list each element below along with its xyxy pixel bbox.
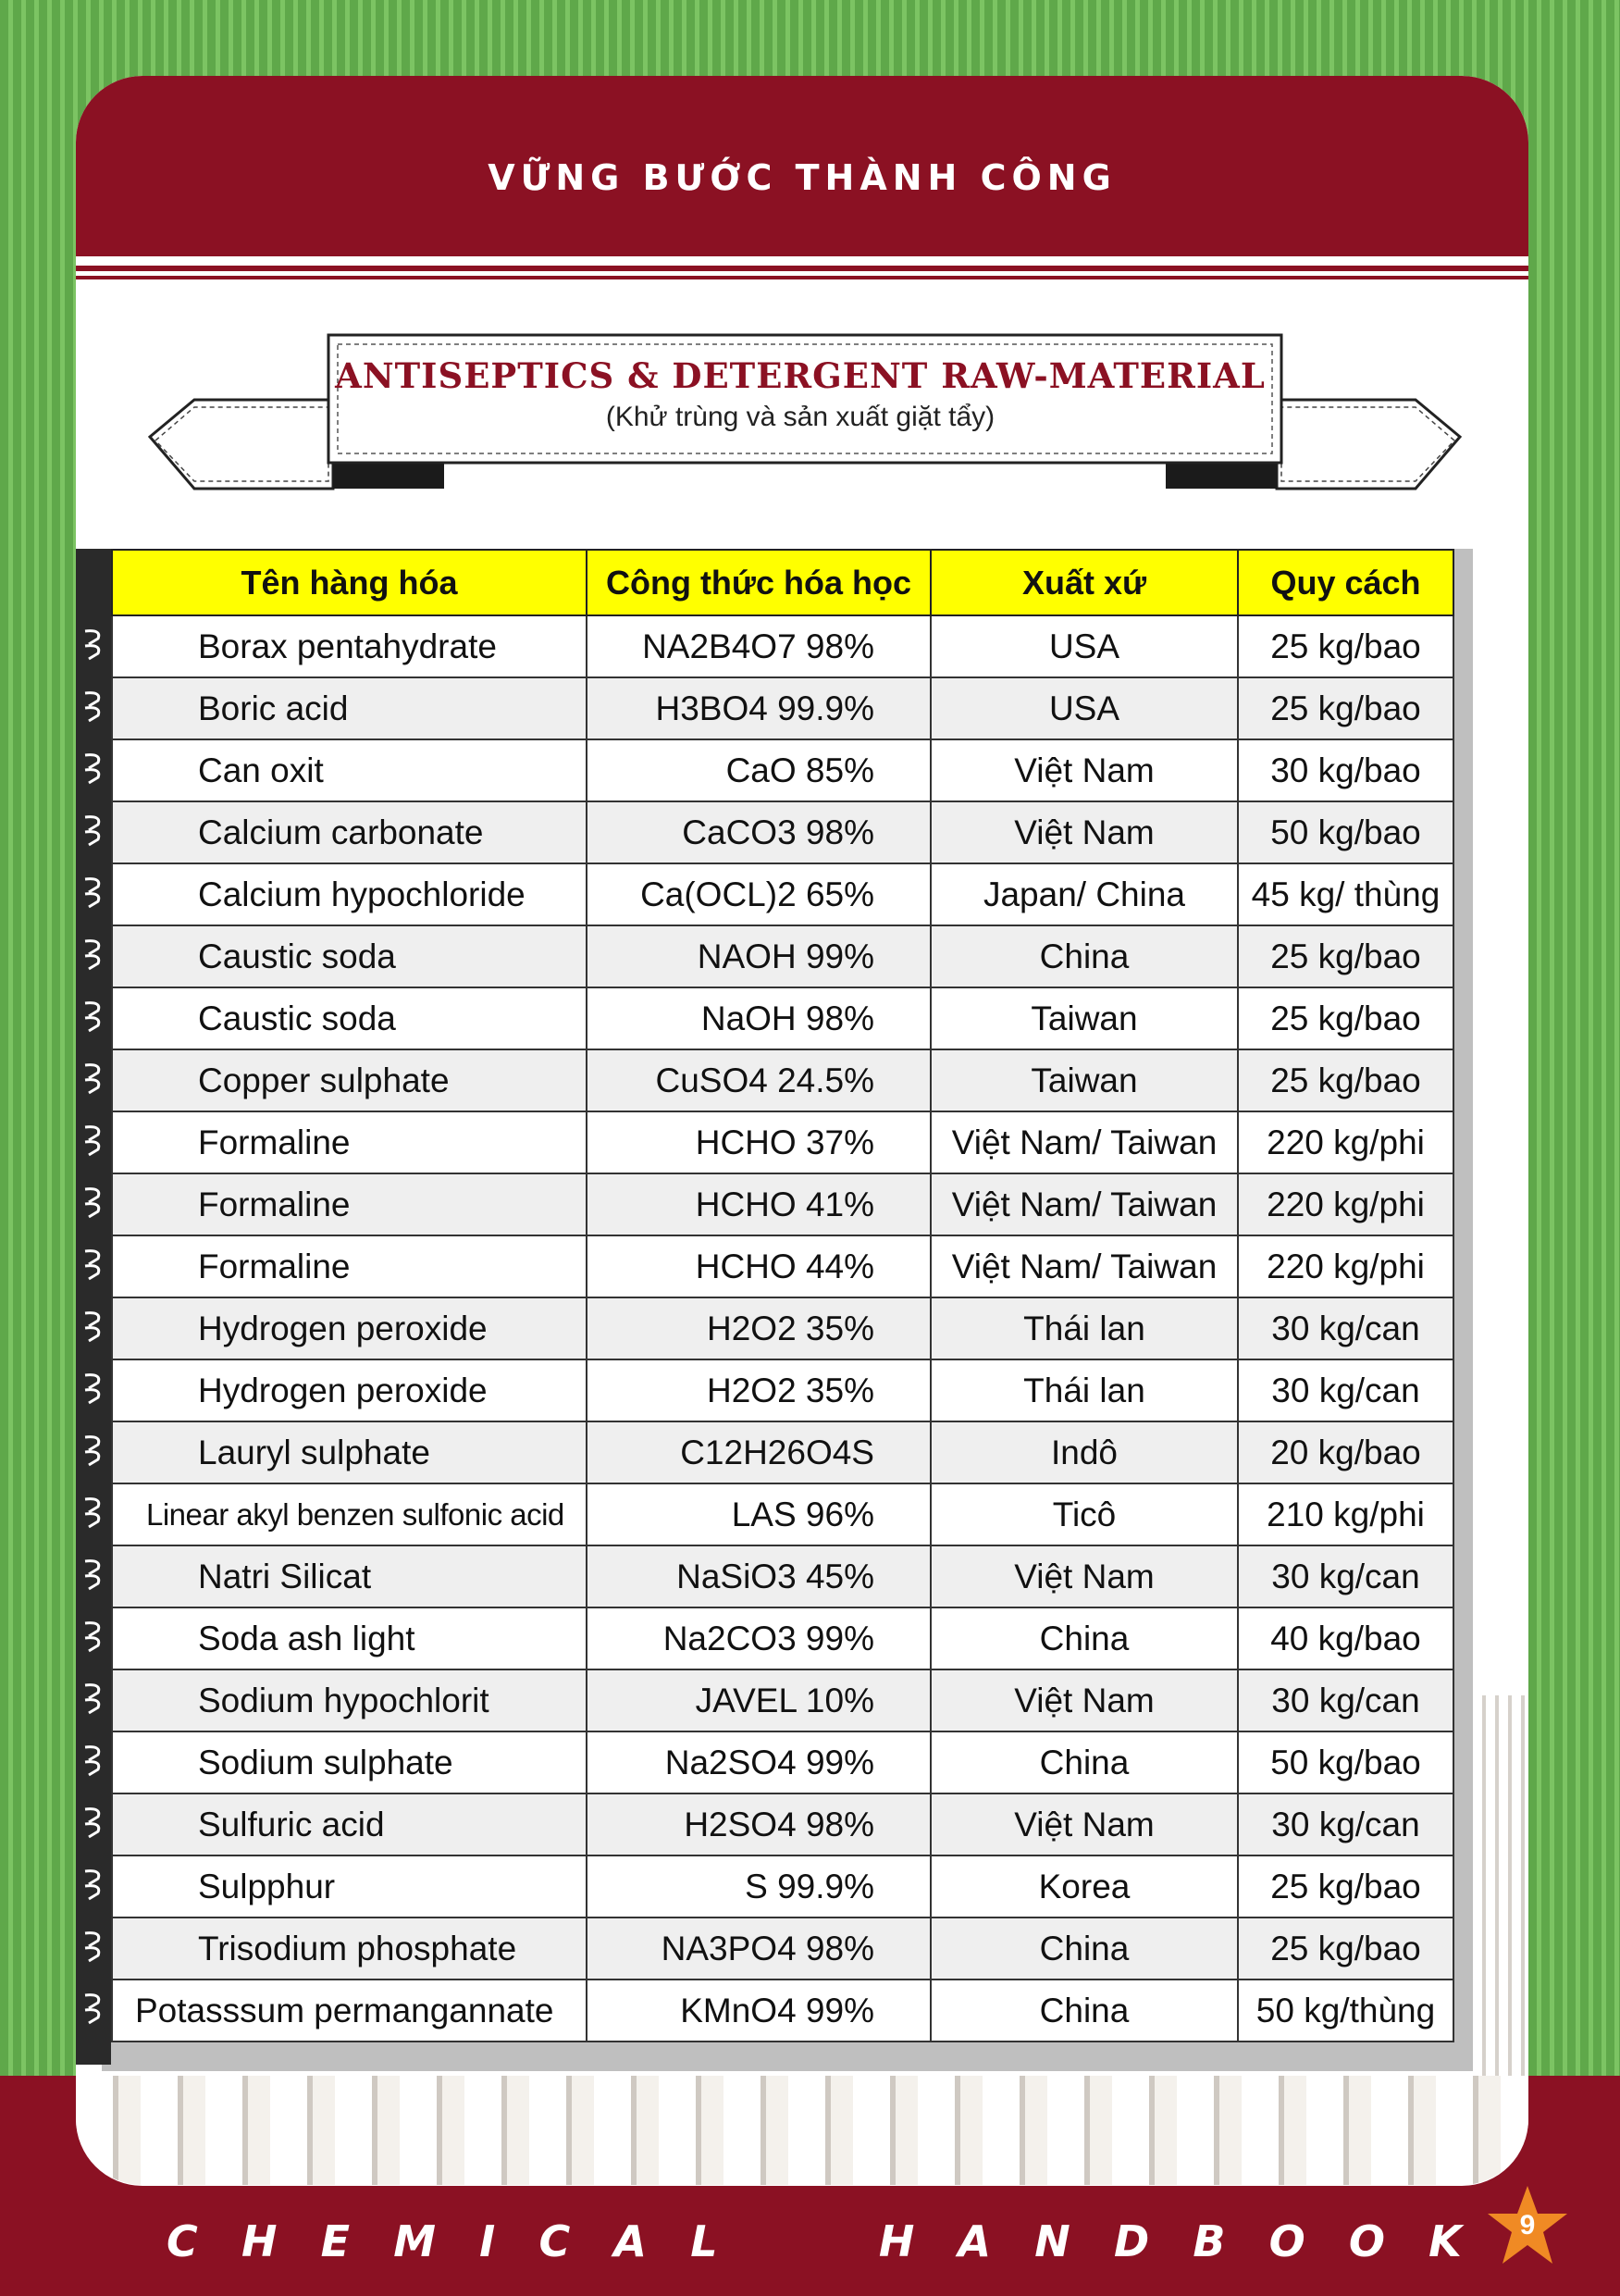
origin-cell: Indô xyxy=(931,1421,1238,1483)
binder-ring-icon xyxy=(81,1184,105,1221)
origin-cell: USA xyxy=(931,677,1238,739)
origin-cell: China xyxy=(931,1980,1238,2042)
spec-cell: 25 kg/bao xyxy=(1238,1855,1453,1917)
binder-ring-icon xyxy=(81,1804,105,1841)
origin-cell: Japan/ China xyxy=(931,863,1238,925)
spec-cell: 50 kg/bao xyxy=(1238,801,1453,863)
binder-ring-icon xyxy=(81,626,105,663)
table-row xyxy=(112,1421,1453,1483)
table-row xyxy=(112,739,1453,801)
footer-handbook-title xyxy=(167,2216,1462,2266)
origin-cell: Việt Nam/ Taiwan xyxy=(931,1111,1238,1173)
product-table-container xyxy=(76,549,1454,2066)
column-header-spec: Quy cách xyxy=(1238,550,1453,615)
formula-cell: NA3PO4 98% xyxy=(587,1917,931,1980)
table-row xyxy=(112,1607,1453,1669)
formula-cell: CaO 85% xyxy=(587,739,931,801)
formula-cell: H3BO4 99.9% xyxy=(587,677,931,739)
origin-cell: Thái lan xyxy=(931,1359,1238,1421)
table-row xyxy=(112,1980,1453,2042)
footer-letter: C xyxy=(167,2216,198,2266)
name-cell: Calcium hypochloride xyxy=(112,863,587,925)
spec-cell: 220 kg/phi xyxy=(1238,1235,1453,1297)
binder-ring-icon xyxy=(81,1060,105,1097)
bottom-decoration xyxy=(76,2076,1528,2185)
formula-cell: HCHO 37% xyxy=(587,1111,931,1173)
footer-letter: C xyxy=(538,2216,571,2266)
spec-cell: 40 kg/bao xyxy=(1238,1607,1453,1669)
name-cell: Sodium hypochlorit xyxy=(112,1669,587,1731)
spec-cell: 25 kg/bao xyxy=(1238,925,1453,987)
name-cell: Lauryl sulphate xyxy=(112,1421,587,1483)
spec-cell: 25 kg/bao xyxy=(1238,987,1453,1049)
origin-cell: Việt Nam xyxy=(931,1545,1238,1607)
spec-cell: 50 kg/thùng xyxy=(1238,1980,1453,2042)
spec-cell: 220 kg/phi xyxy=(1238,1173,1453,1235)
formula-cell: H2O2 35% xyxy=(587,1297,931,1359)
table-row xyxy=(112,1855,1453,1917)
binder-ring-icon xyxy=(81,1370,105,1407)
formula-cell: CaCO3 98% xyxy=(587,801,931,863)
name-cell: Sodium sulphate xyxy=(112,1731,587,1793)
spec-cell: 30 kg/can xyxy=(1238,1545,1453,1607)
name-cell: Copper sulphate xyxy=(112,1049,587,1111)
spec-cell: 210 kg/phi xyxy=(1238,1483,1453,1545)
formula-cell: JAVEL 10% xyxy=(587,1669,931,1731)
spec-cell: 220 kg/phi xyxy=(1238,1111,1453,1173)
formula-cell: C12H26O4S xyxy=(587,1421,931,1483)
footer-letter: H xyxy=(241,2216,278,2266)
header-slogan: VỮNG BƯỚC THÀNH CÔNG xyxy=(488,157,1117,198)
formula-cell: NaOH 98% xyxy=(587,987,931,1049)
origin-cell: Việt Nam/ Taiwan xyxy=(931,1173,1238,1235)
table-row xyxy=(112,1545,1453,1607)
formula-cell: LAS 96% xyxy=(587,1483,931,1545)
origin-cell: Việt Nam xyxy=(931,801,1238,863)
binder-ring-icon xyxy=(81,1494,105,1531)
origin-cell: China xyxy=(931,925,1238,987)
name-cell: Borax pentahydrate xyxy=(112,615,587,677)
spec-cell: 25 kg/bao xyxy=(1238,677,1453,739)
origin-cell: China xyxy=(931,1731,1238,1793)
binder-ring-icon xyxy=(81,1680,105,1717)
spec-cell: 30 kg/bao xyxy=(1238,739,1453,801)
table-row xyxy=(112,1359,1453,1421)
column-header-formula: Công thức hóa học xyxy=(587,550,931,615)
formula-cell: NAOH 99% xyxy=(587,925,931,987)
spec-cell: 45 kg/ thùng xyxy=(1238,863,1453,925)
table-row xyxy=(112,1669,1453,1731)
name-cell: Boric acid xyxy=(112,677,587,739)
header-band xyxy=(76,76,1528,256)
binder-ring-icon xyxy=(81,1618,105,1655)
formula-cell: S 99.9% xyxy=(587,1855,931,1917)
table-row xyxy=(112,1917,1453,1980)
binder-ring-icon xyxy=(81,874,105,911)
formula-cell: Na2SO4 99% xyxy=(587,1731,931,1793)
footer-letter: L xyxy=(690,2216,718,2266)
footer-letter: D xyxy=(1113,2216,1150,2266)
table-row xyxy=(112,987,1453,1049)
origin-cell: Việt Nam/ Taiwan xyxy=(931,1235,1238,1297)
binder-ring-icon xyxy=(81,750,105,787)
footer-letter: B xyxy=(1193,2216,1226,2266)
table-row xyxy=(112,863,1453,925)
footer-letter: N xyxy=(1034,2216,1070,2266)
binder-ring-icon xyxy=(81,688,105,725)
origin-cell: China xyxy=(931,1917,1238,1980)
spec-cell: 20 kg/bao xyxy=(1238,1421,1453,1483)
formula-cell: Na2CO3 99% xyxy=(587,1607,931,1669)
name-cell: Caustic soda xyxy=(112,987,587,1049)
header-divider xyxy=(76,276,1528,279)
origin-cell: Korea xyxy=(931,1855,1238,1917)
origin-cell: Ticô xyxy=(931,1483,1238,1545)
table-row xyxy=(112,615,1453,677)
name-cell: Natri Silicat xyxy=(112,1545,587,1607)
origin-cell: Việt Nam xyxy=(931,1793,1238,1855)
spec-cell: 50 kg/bao xyxy=(1238,1731,1453,1793)
binder-ring-icon xyxy=(81,1246,105,1283)
footer-letter: I xyxy=(479,2216,496,2266)
formula-cell: H2SO4 98% xyxy=(587,1793,931,1855)
spec-cell: 30 kg/can xyxy=(1238,1297,1453,1359)
binder-ring-icon xyxy=(81,1308,105,1345)
footer-letter: E xyxy=(320,2216,351,2266)
footer-letter: H xyxy=(878,2216,915,2266)
name-cell: Can oxit xyxy=(112,739,587,801)
binder-ring-icon xyxy=(81,1990,105,2027)
binder-ring-icon xyxy=(81,1866,105,1903)
spec-cell: 30 kg/can xyxy=(1238,1793,1453,1855)
name-cell: Sulpphur xyxy=(112,1855,587,1917)
table-row xyxy=(112,801,1453,863)
binder-ring-icon xyxy=(81,936,105,973)
footer-letter: O xyxy=(1268,2216,1305,2266)
binder-ring-icon xyxy=(81,1928,105,1965)
page-number: 9 xyxy=(1519,2210,1536,2240)
spec-cell: 30 kg/can xyxy=(1238,1669,1453,1731)
name-cell: Linear akyl benzen sulfonic acid xyxy=(112,1483,587,1545)
name-cell: Caustic soda xyxy=(112,925,587,987)
footer-letter: O xyxy=(1348,2216,1385,2266)
table-row xyxy=(112,1111,1453,1173)
section-title: ANTISEPTICS & DETERGENT RAW-MATERIAL xyxy=(335,355,1266,396)
origin-cell: Thái lan xyxy=(931,1297,1238,1359)
name-cell: Potasssum permangannate xyxy=(112,1980,587,2042)
origin-cell: USA xyxy=(931,615,1238,677)
name-cell: Sulfuric acid xyxy=(112,1793,587,1855)
footer-letter: A xyxy=(958,2216,992,2266)
footer-letter: M xyxy=(393,2216,436,2266)
table-row xyxy=(112,1731,1453,1793)
formula-cell: H2O2 35% xyxy=(587,1359,931,1421)
table-row xyxy=(112,1793,1453,1855)
formula-cell: HCHO 41% xyxy=(587,1173,931,1235)
section-subtitle: (Khử trùng và sản xuất giặt tẩy) xyxy=(605,402,995,432)
column-header-origin: Xuất xứ xyxy=(931,550,1238,615)
origin-cell: Việt Nam xyxy=(931,1669,1238,1731)
binder-ring-icon xyxy=(81,1122,105,1159)
column-header-name: Tên hàng hóa xyxy=(112,550,587,615)
formula-cell: KMnO4 99% xyxy=(587,1980,931,2042)
table-row xyxy=(112,1235,1453,1297)
footer-letter: K xyxy=(1428,2216,1462,2266)
binder-ring-icon xyxy=(81,1432,105,1469)
name-cell: Hydrogen peroxide xyxy=(112,1359,587,1421)
origin-cell: Việt Nam xyxy=(931,739,1238,801)
table-row xyxy=(112,1483,1453,1545)
origin-cell: Taiwan xyxy=(931,1049,1238,1111)
spec-cell: 25 kg/bao xyxy=(1238,1917,1453,1980)
name-cell: Trisodium phosphate xyxy=(112,1917,587,1980)
formula-cell: Ca(OCL)2 65% xyxy=(587,863,931,925)
name-cell: Formaline xyxy=(112,1235,587,1297)
footer-letter: A xyxy=(613,2216,648,2266)
name-cell: Soda ash light xyxy=(112,1607,587,1669)
binder-ring-icon xyxy=(81,998,105,1035)
name-cell: Formaline xyxy=(112,1111,587,1173)
name-cell: Calcium carbonate xyxy=(112,801,587,863)
footer-word-gap xyxy=(761,2216,835,2266)
formula-cell: NA2B4O7 98% xyxy=(587,615,931,677)
spec-cell: 25 kg/bao xyxy=(1238,1049,1453,1111)
table-row xyxy=(112,1297,1453,1359)
spec-cell: 30 kg/can xyxy=(1238,1359,1453,1421)
binder-ring-icon xyxy=(81,1556,105,1593)
table-row xyxy=(112,925,1453,987)
product-table xyxy=(111,549,1454,2042)
name-cell: Hydrogen peroxide xyxy=(112,1297,587,1359)
table-row xyxy=(112,677,1453,739)
background-stripes xyxy=(1473,1695,1528,2112)
spec-cell: 25 kg/bao xyxy=(1238,615,1453,677)
binder-ring-icon xyxy=(81,812,105,849)
table-row xyxy=(112,1173,1453,1235)
formula-cell: CuSO4 24.5% xyxy=(587,1049,931,1111)
formula-cell: NaSiO3 45% xyxy=(587,1545,931,1607)
origin-cell: China xyxy=(931,1607,1238,1669)
name-cell: Formaline xyxy=(112,1173,587,1235)
origin-cell: Taiwan xyxy=(931,987,1238,1049)
formula-cell: HCHO 44% xyxy=(587,1235,931,1297)
table-row xyxy=(112,1049,1453,1111)
table-header-row xyxy=(112,550,1453,615)
header-divider xyxy=(76,266,1528,271)
binder-ring-icon xyxy=(81,1742,105,1779)
